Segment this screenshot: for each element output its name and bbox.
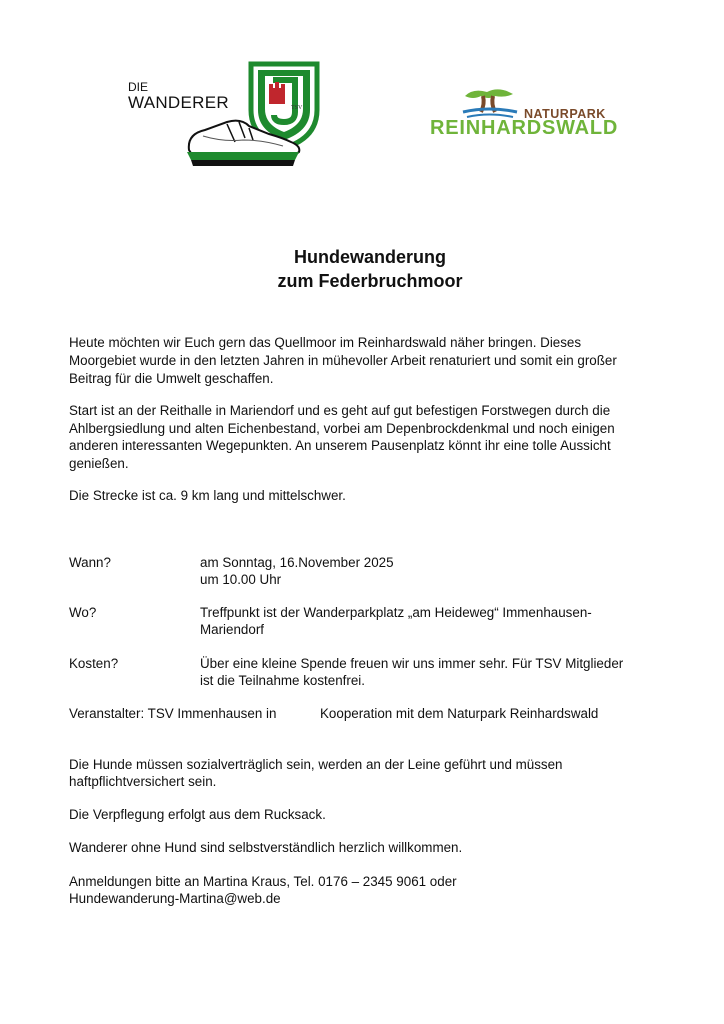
note-wanderer: Wanderer ohne Hund sind selbstverständlich herzlich willkommen.: [69, 840, 463, 855]
intro-p1-line1: Heute möchten wir Euch gern das Quellmoor im Reinhardswald näher bringen. Dieses: [69, 335, 582, 350]
crest-text: TSV: [291, 105, 303, 111]
intro-p2-line1: Start ist an der Reithalle in Mariendorf und es geht auf gut befestigen Forstwegen durch die: [69, 403, 611, 418]
intro-p2-line4: genießen.: [69, 456, 129, 471]
wo-line1: Treffpunkt ist der Wanderparkplatz „am Heideweg“ Immenhausen-: [200, 605, 592, 620]
note-hunde-line2: haftpflichtversichert sein.: [69, 774, 217, 789]
veranstalter-label: Veranstalter: TSV Immenhausen in: [69, 706, 277, 721]
kosten-line2: ist die Teilnahme kostenfrei.: [200, 673, 365, 688]
wo-line2: Mariendorf: [200, 622, 265, 637]
note-hunde-line1: Die Hunde müssen sozialverträglich sein, werden an der Leine geführt und müssen: [69, 757, 563, 772]
note-anmeldung-line1: Anmeldungen bitte an Martina Kraus, Tel. 0176 – 2345 9061 oder: [69, 874, 457, 889]
intro-p1-line2: Moorgebiet wurde in den letzten Jahren in mühevoller Arbeit renaturiert und somit ein großer: [69, 353, 617, 368]
naturpark-tree-icon: [459, 86, 519, 120]
wo-label: Wo?: [69, 605, 97, 620]
note-anmeldung-email[interactable]: Hundewanderung-Martina@web.de: [69, 891, 281, 906]
wanderer-logo-text: WANDERER: [128, 93, 229, 112]
wann-date: am Sonntag, 16.November 2025: [200, 555, 394, 570]
intro-p2-line3: anderen interessanten Wegepunkten. An unserem Pausenplatz könnt ihr eine tolle Aussicht: [69, 438, 611, 453]
wanderer-logo-small-text: DIE: [128, 80, 149, 94]
intro-p1-line3: Beitrag für die Umwelt geschaffen.: [69, 371, 274, 386]
kosten-label: Kosten?: [69, 656, 119, 671]
intro-p2-line2: Ahlbergsiedlung und alten Eichenbestand, vorbei am Depenbrockdenkmal und noch einigen: [69, 421, 615, 436]
intro-p3: Die Strecke ist ca. 9 km lang und mittelschwer.: [69, 488, 346, 503]
wann-label: Wann?: [69, 555, 111, 570]
page-subtitle: zum Federbruchmoor: [277, 271, 463, 291]
wann-time: um 10.00 Uhr: [200, 572, 282, 587]
page-title: Hundewanderung: [294, 247, 446, 267]
kosten-line1: Über eine kleine Spende freuen wir uns immer sehr. Für TSV Mitglieder: [200, 656, 624, 671]
naturpark-small-text: NATURPARK: [524, 107, 606, 121]
naturpark-big-text: REINHARDSWALD: [430, 117, 619, 139]
note-verpflegung: Die Verpflegung erfolgt aus dem Rucksack.: [69, 807, 326, 822]
veranstalter-value: Kooperation mit dem Naturpark Reinhardswald: [320, 706, 599, 721]
hiking-shoe-icon: [183, 112, 307, 168]
